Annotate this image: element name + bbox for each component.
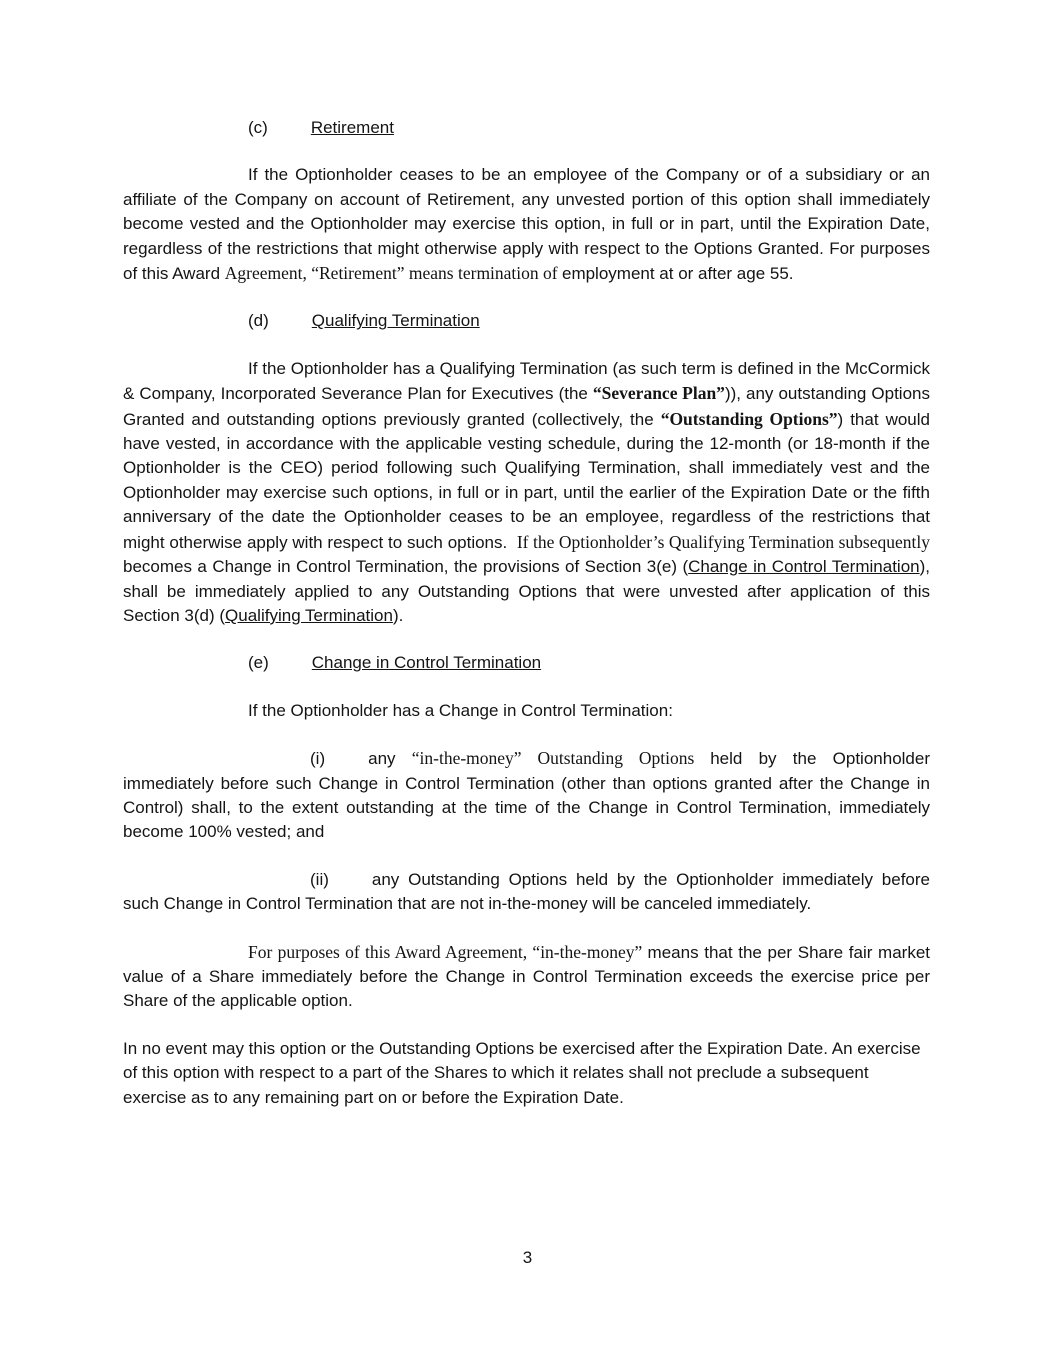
section-d-paragraph	[123, 357, 935, 628]
text-run: becomes a Change in Control Termination, the provisions of Section 3(e) (	[123, 532, 935, 577]
text-run: ).	[392, 605, 404, 625]
underlined-text: Qualifying Termination	[225, 605, 393, 625]
in-the-money-paragraph	[123, 940, 935, 1014]
text-run: ) that would have vested, in accordance with the applicable vesting schedule, during the 12-month (or 18-month if the Optionholder is the CEO) period following such Qualifying Termination, shall immediately vest and the Optionholder may exercise such options, in full or in part, until the earlier of the Expiration Date or the fifth anniversary of the date the Optionholder ceases to be an employee, regardless of the restrictions that might otherwise apply with respect to such options.	[123, 409, 935, 552]
clause-ii-paragraph	[123, 868, 935, 917]
underlined-text: Change in Control Termination	[311, 653, 542, 673]
text-run: (ii)	[310, 869, 329, 889]
text-run: held by the Optionholder immediately before such Change in Control Termination (other than options granted after the Change in Control) shall, to the extent outstanding at the time of the Change in Control Termination, immediately become 100% vested; and	[123, 749, 935, 842]
text-run: If the Optionholder has a Qualifying Termination (as such term is defined in the McCormick & Company, Incorporated Severance Plan for Executives (the	[123, 358, 935, 404]
underlined-text: Change in Control Termination	[688, 557, 920, 577]
text-run: “in-the-money” Outstanding Options	[411, 748, 711, 769]
text-run: If the Optionholder ceases to be an employee of the Company or of a subsidiary or an affiliate of the Company on account of Retirement, any unvested portion of this option shall immediately become vested and the Optionholder may exercise this option, in full or in part, until the Expiration Date, regardless of the restrictions that might otherwise apply with respect to the Options Granted. For purposes of this Award	[123, 165, 935, 284]
text-run: any Outstanding Options held by the Optionholder immediately before such Change in Control Termination that are not in-the-money will be canceled immediately.	[123, 869, 935, 914]
text-run: (e)	[248, 653, 269, 673]
text-run: (d)	[248, 311, 269, 331]
text-run: )), any outstanding Options Granted and outstanding options previously granted (collectively, the	[123, 384, 935, 429]
section-c-paragraph	[123, 163, 935, 286]
text-run: For purposes of this Award Agreement, “in-the-money”	[248, 941, 648, 962]
text-run: Agreement, “Retirement” means termination of	[224, 263, 562, 284]
section-e-heading	[123, 651, 930, 675]
text-run: (i)	[310, 749, 326, 769]
section-d-heading	[123, 309, 930, 333]
text-run: employment at or after age 55.	[561, 264, 794, 284]
text-run: any	[368, 749, 412, 769]
section-e-intro-paragraph	[123, 699, 930, 723]
text-run: means that the per Share fair market value of a Share immediately before the Change in Control Termination exceeds the exercise price per Share of the applicable option.	[123, 942, 935, 1011]
text-run: ), shall be immediately applied to any Outstanding Options that were unvested after application of this Section 3(d) (	[123, 557, 935, 625]
underlined-text: Qualifying Termination	[311, 311, 480, 331]
document-body	[123, 116, 935, 1133]
underlined-text: Retirement	[310, 118, 394, 137]
clause-i-paragraph	[123, 746, 935, 845]
text-run: “Outstanding Options”	[660, 408, 838, 429]
section-c-heading	[123, 116, 930, 140]
text-run: In no event may this option or the Outstanding Options be exercised after the Expiration Date. An exercise of this option with respect to a part of the Shares to which it relates shall not preclude a subsequent exercise as to any remaining part on or before the Expiration Date.	[123, 1038, 926, 1107]
page-number: 3	[522, 1248, 533, 1267]
text-run: If the Optionholder has a Change in Control Termination:	[248, 700, 673, 720]
text-run: (c)	[248, 118, 268, 137]
text-run: “Severance Plan”	[592, 383, 725, 404]
text-run: If the Optionholder’s Qualifying Termination subsequently	[516, 531, 930, 552]
closing-paragraph	[123, 1037, 930, 1110]
